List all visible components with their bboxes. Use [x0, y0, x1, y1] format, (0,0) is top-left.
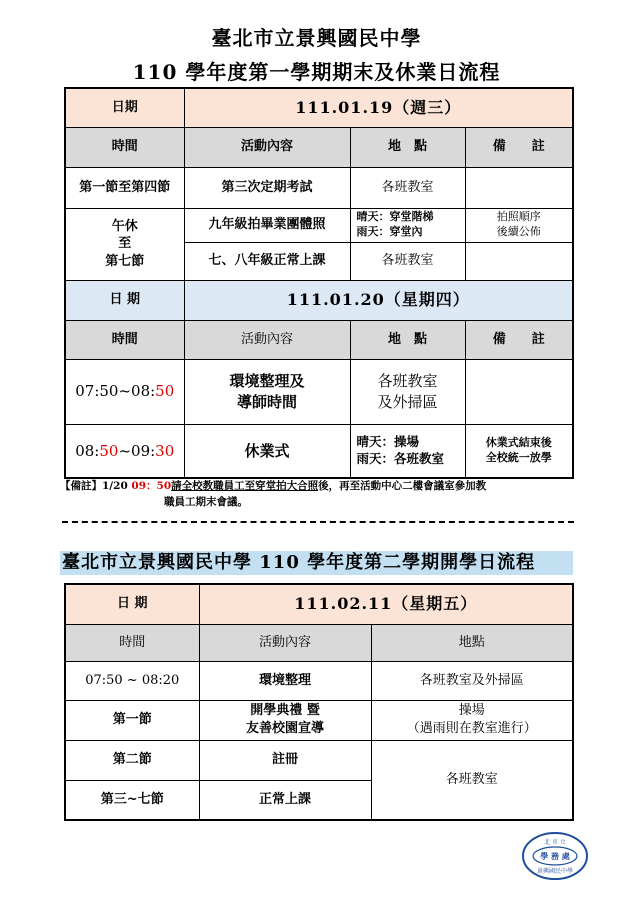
col-activity: 活動內容 [184, 320, 350, 359]
note-line [60, 478, 580, 494]
date-label: 日 期 [65, 584, 199, 624]
table-row [65, 424, 573, 478]
table-row [65, 208, 573, 242]
table-row [65, 359, 573, 424]
row-time: 第三~七節 [65, 780, 199, 820]
date-label: 日期 [65, 88, 184, 127]
col-time: 時間 [65, 624, 199, 661]
row-activity [199, 700, 371, 740]
remark-line: 全校統一放學 [485, 450, 552, 464]
section2-title: 臺北市立景興國民中學 110 學年度第二學期開學日流程 [60, 551, 573, 575]
col-place: 地點 [371, 624, 573, 661]
semester-start-schedule-table [64, 583, 574, 821]
row-place [350, 359, 465, 424]
semester-end-schedule-table [64, 87, 574, 479]
place-rainy: 雨天：各班教室 [356, 450, 445, 466]
col-activity: 活動內容 [199, 624, 371, 661]
date-value: 111.01.19（週三） [184, 88, 573, 127]
row-activity: 九年級拍畢業團體照 [184, 208, 350, 242]
activity-line: 開學典禮 暨 [250, 703, 320, 719]
table-row [65, 167, 573, 208]
activity-line: 導師時間 [236, 392, 297, 411]
row-remark [465, 167, 573, 208]
time-part: ~09: [118, 441, 156, 460]
row-place [350, 424, 465, 478]
row-activity: 環境整理 [199, 661, 371, 700]
time-part-highlight: 30 [155, 441, 175, 460]
seal-top-text: 北 市 立 [544, 839, 566, 846]
row-time: 第二節 [65, 740, 199, 780]
row-time: 第一節至第四節 [65, 167, 184, 208]
row-activity: 休業式 [184, 424, 350, 478]
row-place: 各班教室及外掃區 [371, 661, 573, 700]
row-activity [184, 359, 350, 424]
column-header-row [65, 624, 573, 661]
document-subtitle: 110 學年度第一學期期末及休業日流程 [132, 60, 501, 84]
time-line: 午休 [111, 218, 138, 234]
col-time: 時間 [65, 320, 184, 359]
date-value: 111.01.20（星期四） [184, 280, 573, 320]
note-label: 【備註】 [60, 480, 102, 492]
remark-line: 拍照順序 [496, 210, 541, 224]
col-place: 地 點 [350, 320, 465, 359]
time-part-highlight: 50 [99, 441, 119, 460]
office-seal-icon [521, 831, 589, 881]
note-date: 1/20 [102, 480, 132, 492]
activity-line: 環境整理及 [229, 372, 305, 391]
row-place: 各班教室 [371, 740, 573, 820]
date-row-day1 [65, 88, 573, 127]
remark-line: 休業式結束後 [485, 435, 552, 449]
row-place: 各班教室 [350, 242, 465, 280]
activity-line: 友善校園宣導 [245, 721, 324, 736]
place-rainy: 雨天：穿堂內 [356, 225, 423, 238]
col-remark: 備 註 [465, 127, 573, 167]
row-time: 第一節 [65, 700, 199, 740]
row-place [350, 208, 465, 242]
date-label: 日 期 [65, 280, 184, 320]
row-time: 07:50 ~ 08:20 [65, 661, 199, 700]
col-remark: 備 註 [465, 320, 573, 359]
time-part-highlight: 50 [155, 382, 175, 401]
place-line: 各班教室 [377, 372, 438, 391]
time-part: 08: [75, 441, 100, 460]
note-line: 職員工期末會議。 [164, 496, 248, 508]
note-text: 後，再至活動中心二樓會議室參加教 [318, 480, 487, 492]
time-part: 07:50~08: [75, 382, 156, 401]
place-line: 操場 [458, 703, 485, 719]
note-time: 09：50 [131, 480, 172, 492]
row-place: 各班教室 [350, 167, 465, 208]
col-time: 時間 [65, 127, 184, 167]
row-remark [465, 208, 573, 242]
row-time [65, 359, 184, 424]
place-line: （遇雨則在教室進行） [406, 721, 537, 736]
table-row [65, 661, 573, 700]
place-sunny: 晴天：操場 [356, 433, 420, 449]
row-remark [465, 359, 573, 424]
remark-note [60, 478, 580, 510]
time-line: 至 [118, 236, 132, 252]
seal-bottom-text: 景興國民中學 [536, 868, 574, 875]
row-time [65, 424, 184, 478]
remark-line: 後續公佈 [496, 225, 541, 238]
row-remark [465, 424, 573, 478]
place-sunny: 晴天：穿堂階梯 [356, 210, 434, 224]
col-place: 地 點 [350, 127, 465, 167]
row-activity: 七、八年級正常上課 [184, 242, 350, 280]
col-activity: 活動內容 [184, 127, 350, 167]
table-row [65, 740, 573, 780]
note-text: 請全校教職員工至穿堂拍大合照 [171, 480, 319, 492]
row-activity: 第三次定期考試 [184, 167, 350, 208]
school-title: 臺北市立景興國民中學 [211, 26, 422, 50]
seal-center-text: 學 務 處 [540, 852, 570, 861]
date-row [65, 584, 573, 624]
row-time [65, 208, 184, 280]
row-remark [465, 242, 573, 280]
place-line: 及外掃區 [377, 392, 438, 411]
table-row [65, 700, 573, 740]
column-header-row [65, 127, 573, 167]
date-value: 111.02.11（星期五） [199, 584, 573, 624]
section-divider [62, 521, 574, 523]
column-header-row [65, 320, 573, 359]
row-place [371, 700, 573, 740]
time-line: 第七節 [105, 253, 145, 269]
row-activity: 註冊 [199, 740, 371, 780]
row-activity: 正常上課 [199, 780, 371, 820]
date-row-day2 [65, 280, 573, 320]
